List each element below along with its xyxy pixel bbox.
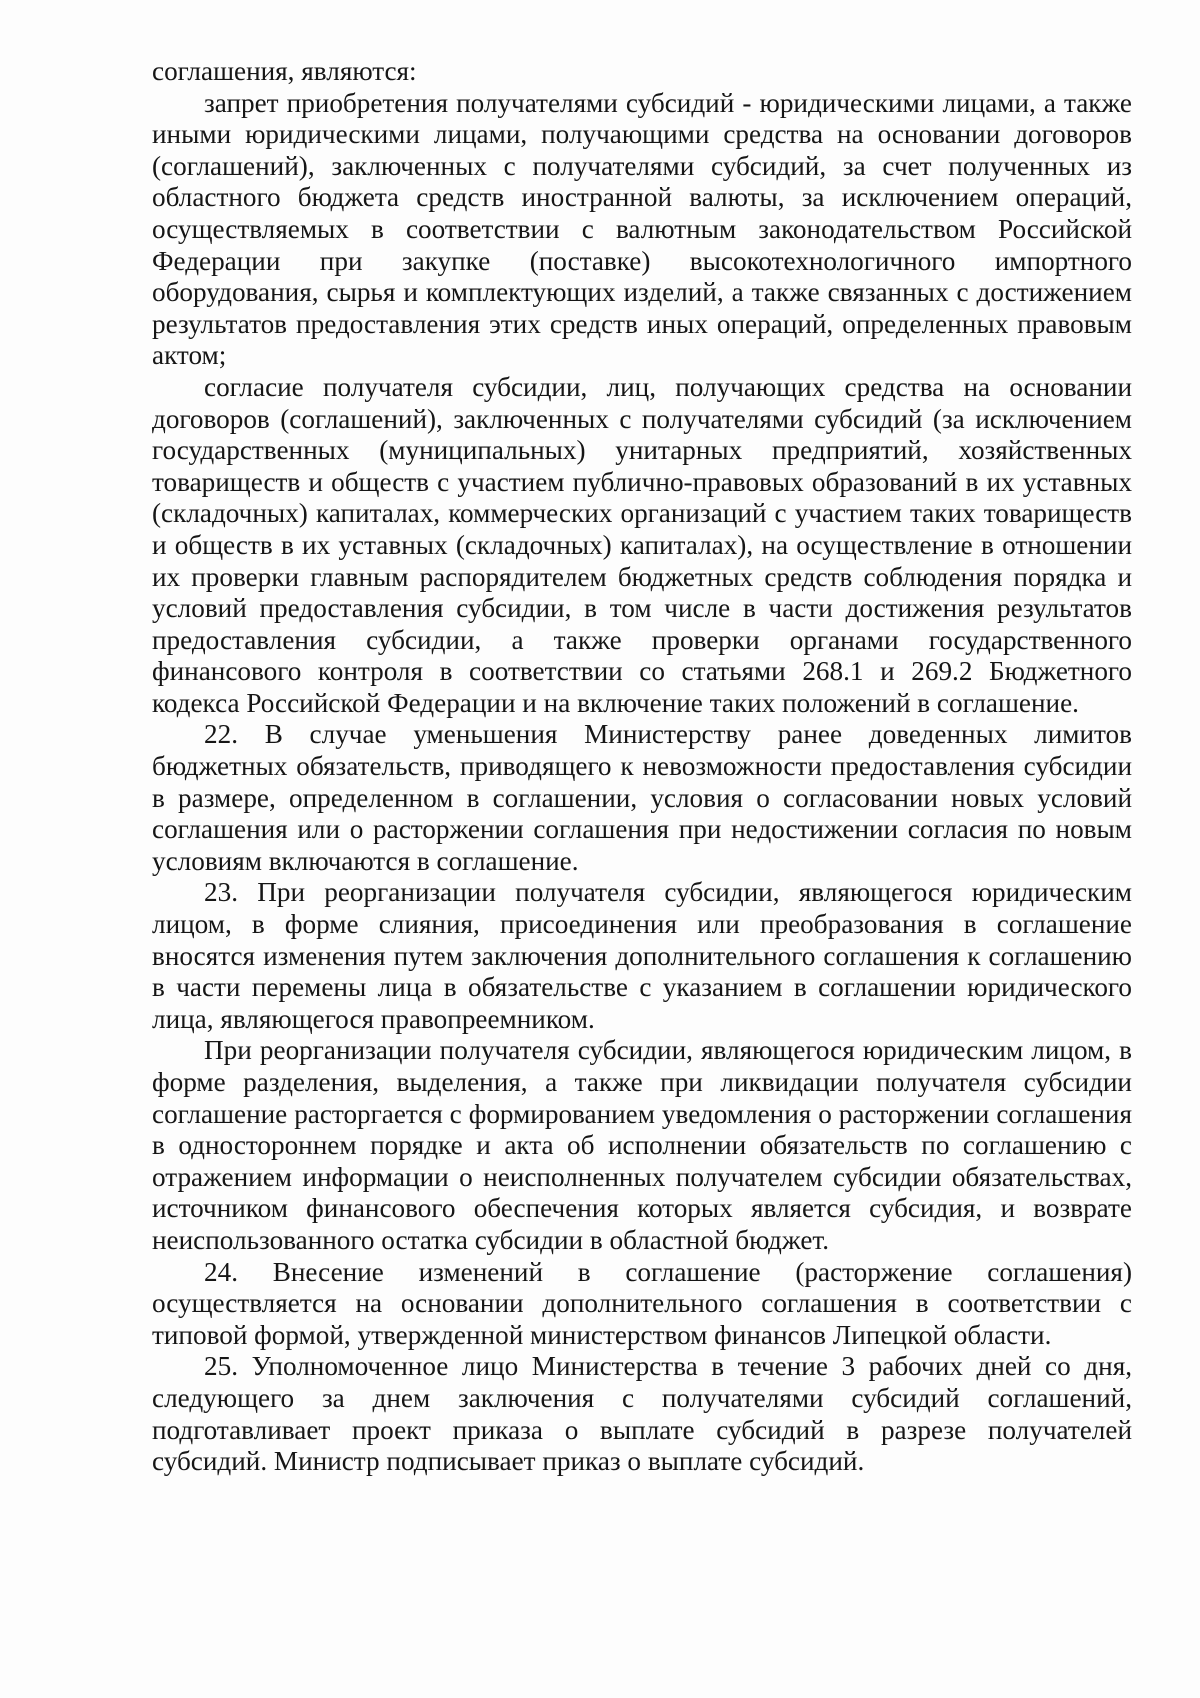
paragraph-clause-23: 23. При реорганизации получателя субсидии, являющегося юридическим лицом, в форме слияния, присоединения или преобразования в соглашение вносятся изменения путем заключения дополнительного соглашения к соглашению в части перемены лица в обязательстве с указанием в соглашении юридического лица, являющегося правопреемником. xyxy=(152,877,1132,1034)
paragraph-clause-24: 24. Внесение изменений в соглашение (расторжение соглашения) осуществляется на основании дополнительного соглашения в соответствии с типовой формой, утвержденной министерством финансов Липецкой области. xyxy=(152,1256,1132,1350)
paragraph-reorganization-termination: При реорганизации получателя субсидии, являющегося юридическим лицом, в форме разделения, выделения, а также при ликвидации получателя субсидии соглашение расторгается с формированием уведомления о расторжении соглашения в одностороннем порядке и акта об исполнении обязательств по соглашению с отражением информации о неисполненных получателем субсидии обязательствах, источником финансового обеспечения которых является субсидия, и возврате неиспользованного остатка субсидии в областной бюджет. xyxy=(152,1035,1132,1255)
paragraph-audit-consent: согласие получателя субсидии, лиц, получающих средства на основании договоров (соглашений), заключенных с получателями субсидий (за исключением государственных (муниципальных) унитарных предприятий, хозяйственных товариществ и обществ с участием публично-правовых образований в их уставных (складочных) капиталах, коммерческих организаций с участием таких товариществ и обществ в их уставных (складочных) капиталах), на осуществление в отношении их проверки главным распорядителем бюджетных средств соблюдения порядка и условий предоставления субсидии, в том числе в части достижения результатов предоставления субсидии, а также проверки органами государственного финансового контроля в соответствии со статьями 268.1 и 269.2 Бюджетного кодекса Российской Федерации и на включение таких положений в соглашение. xyxy=(152,371,1132,718)
paragraph-clause-25: 25. Уполномоченное лицо Министерства в течение 3 рабочих дней со дня, следующего за днем заключения с получателями субсидий соглашений, подготавливает проект приказа о выплате субсидий в разрезе получателей субсидий. Министр подписывает приказ о выплате субсидий. xyxy=(152,1351,1132,1477)
document-body xyxy=(152,56,1132,1478)
paragraph-clause-22: 22. В случае уменьшения Министерству ранее доведенных лимитов бюджетных обязательств, приводящего к невозможности предоставления субсидии в размере, определенном в соглашении, условия о согласовании новых условий соглашения или о расторжении соглашения при недостижении согласия по новым условиям включаются в соглашение. xyxy=(152,719,1132,876)
paragraph-continuation: соглашения, являются: xyxy=(152,56,417,86)
paragraph-currency-ban: запрет приобретения получателями субсидий - юридическими лицами, а также иными юридическими лицами, получающими средства на основании договоров (соглашений), заключенных с получателями субсидий, за счет полученных из областного бюджета средств иностранной валюты, за исключением операций, осуществляемых в соответствии с валютным законодательством Российской Федерации при закупке (поставке) высокотехнологичного импортного оборудования, сырья и комплектующих изделий, а также связанных с достижением результатов предоставления этих средств иных операций, определенных правовым актом; xyxy=(152,87,1132,371)
